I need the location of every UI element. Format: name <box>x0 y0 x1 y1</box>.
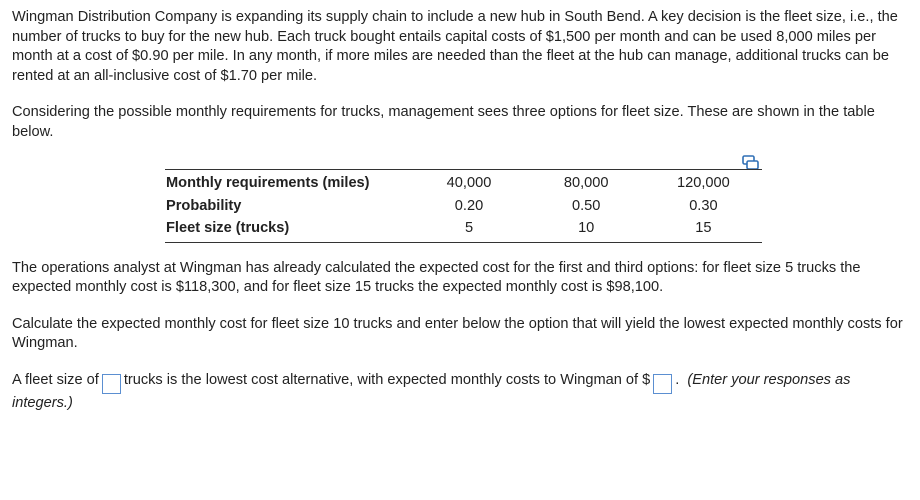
task-paragraph: Calculate the expected monthly cost for fleet size 10 trucks and enter below the option that will yield the lowest expected monthly costs for Wingman. <box>12 315 903 351</box>
table-cell: 0.20 <box>454 197 484 214</box>
table-cell: 40,000 <box>446 175 492 191</box>
table-row <box>165 217 762 242</box>
data-table-container <box>165 155 762 236</box>
expected-cost-input[interactable] <box>653 374 672 394</box>
table-cell: 15 <box>695 220 712 236</box>
answer-middle: trucks is the lowest cost alternative, with expected monthly costs to Wingman of $ <box>123 371 651 388</box>
row-label: Monthly requirements (miles) <box>166 175 370 191</box>
data-table <box>165 169 762 243</box>
table-cell: 80,000 <box>563 175 609 191</box>
table-cell: 5 <box>464 220 474 236</box>
answer-suffix: . <box>675 371 680 388</box>
row-label: Fleet size (trucks) <box>166 220 290 236</box>
intro-paragraph: Wingman Distribution Company is expanding its supply chain to include a new hub in South Bend. A key decision is the fleet size, i.e., the number of trucks to buy for the new hub. Each truck bought entails capital costs of $1,500 per month and can be used 8,000 miles per month at a cost of $0.90 per mile. In any month, if more miles are needed than the fleet at the hub can manage, additional trucks can be rented at an all-inclusive cost of $1.70 per mile. <box>12 9 898 84</box>
analyst-paragraph: The operations analyst at Wingman has already calculated the expected cost for the first and third options: for fleet size 5 trucks the expected monthly cost is $118,300, and for fleet size 15 trucks the expected monthly cost is $98,100. <box>12 259 861 295</box>
question-content <box>12 8 912 414</box>
row-label: Probability <box>166 197 242 214</box>
options-paragraph: Considering the possible monthly requirements for trucks, management sees three options for fleet size. These are shown in the table below. <box>12 104 875 140</box>
answer-sentence <box>12 371 912 414</box>
instruction-note: (Enter your responses as integers.) <box>12 371 851 411</box>
table-row <box>165 195 762 218</box>
answer-prefix: A fleet size of <box>12 371 99 388</box>
table-cell: 0.30 <box>689 197 718 214</box>
table-cell: 10 <box>578 220 595 236</box>
table-row <box>165 170 762 195</box>
table-cell: 120,000 <box>677 175 730 191</box>
fleet-size-input[interactable] <box>102 374 121 394</box>
table-cell: 0.50 <box>571 197 601 214</box>
